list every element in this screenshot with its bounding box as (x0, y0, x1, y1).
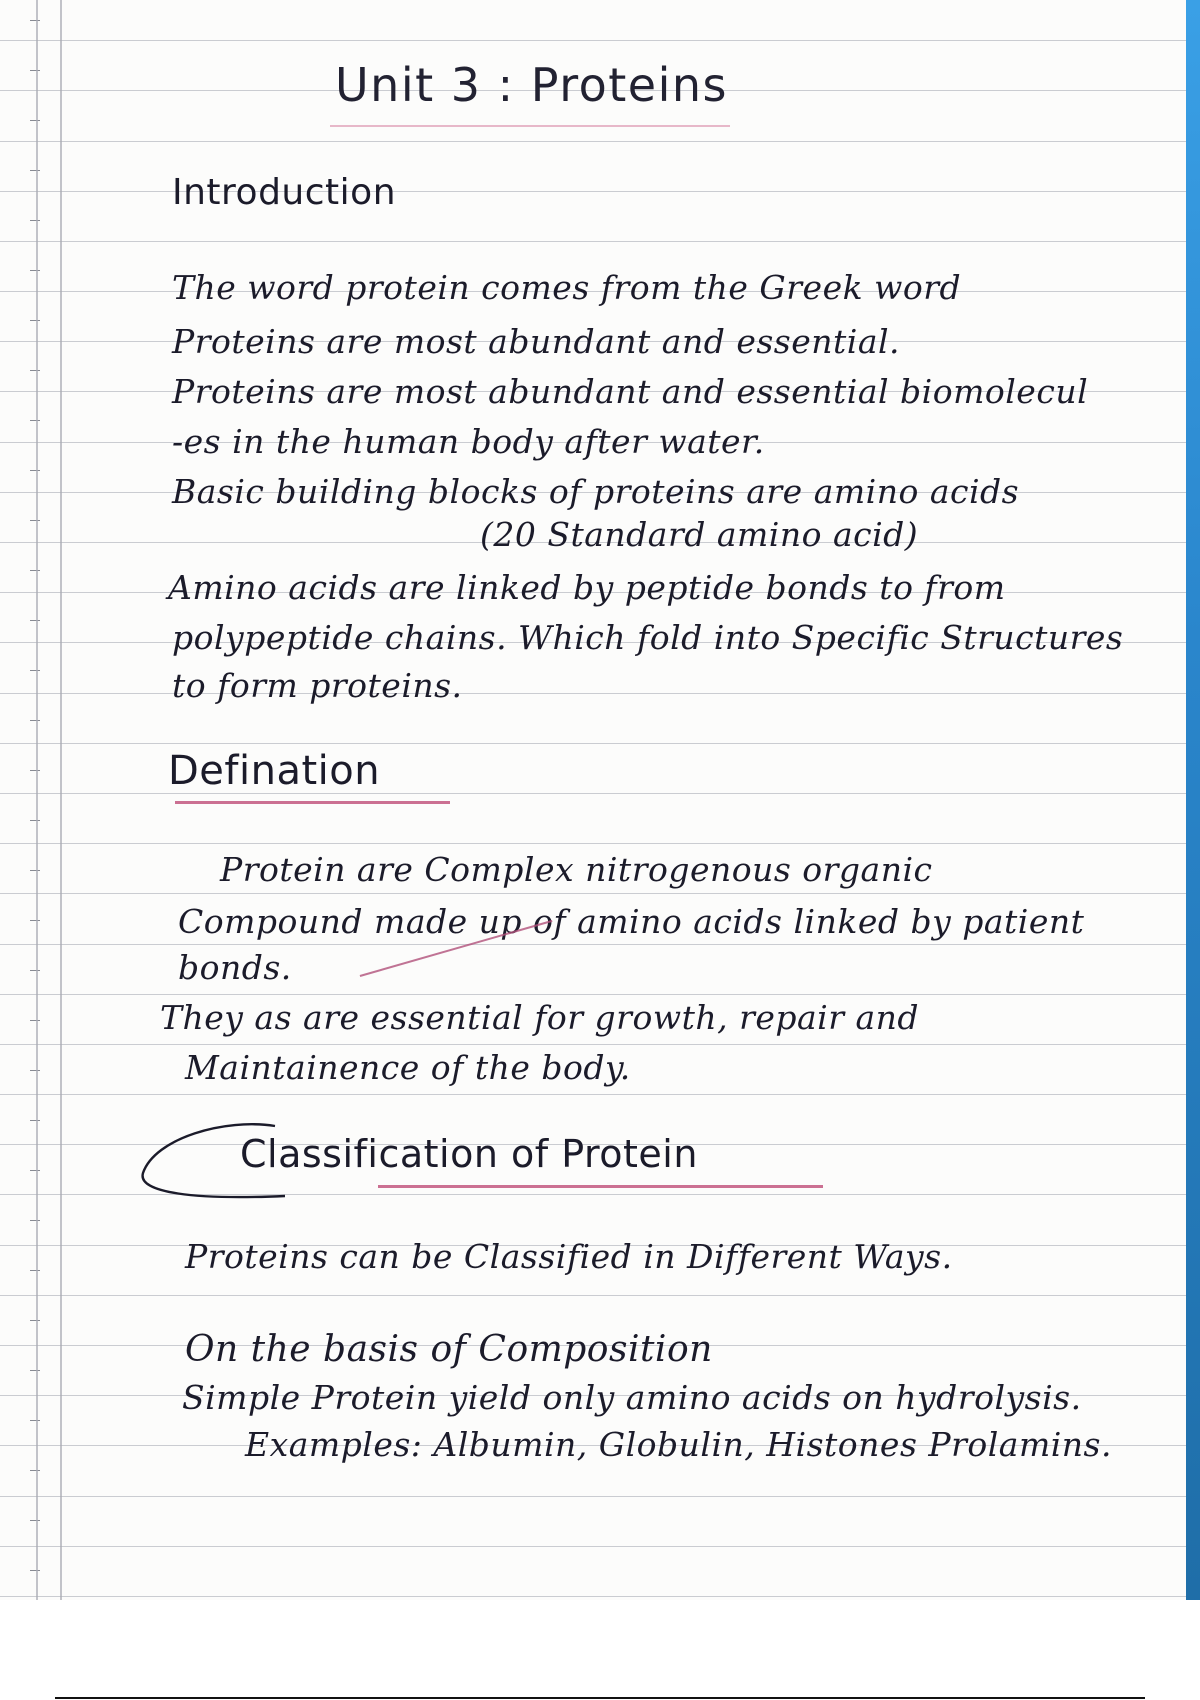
ruled-line (0, 1295, 1200, 1296)
classification-line: Proteins can be Classified in Different Ways. (185, 1237, 953, 1276)
definition-heading: Defination (168, 748, 381, 794)
definition-line: Protein are Complex nitrogenous organic (220, 850, 933, 889)
margin-tick (30, 670, 40, 671)
ruled-line (0, 843, 1200, 844)
margin-tick (30, 170, 40, 171)
margin-tick (30, 270, 40, 271)
margin-tick (30, 320, 40, 321)
margin-tick (30, 1170, 40, 1171)
margin-tick (30, 920, 40, 921)
ruled-line (0, 1496, 1200, 1497)
ruled-line (0, 743, 1200, 744)
title-underline (330, 125, 730, 127)
ruled-line (0, 40, 1200, 41)
margin-tick (30, 970, 40, 971)
intro-line: -es in the human body after water. (172, 422, 765, 461)
margin-tick (30, 1220, 40, 1221)
margin-tick (30, 70, 40, 71)
page-title: Unit 3 : Proteins (335, 58, 728, 112)
ruled-line (0, 944, 1200, 945)
margin-tick (30, 20, 40, 21)
margin-tick (30, 420, 40, 421)
margin-tick (30, 1020, 40, 1021)
ruled-line (0, 893, 1200, 894)
bottom-margin (0, 1600, 1200, 1700)
ruled-line (0, 1044, 1200, 1045)
margin-tick (30, 1520, 40, 1521)
margin-tick (30, 1470, 40, 1471)
margin-tick (30, 220, 40, 221)
margin-tick (30, 570, 40, 571)
margin-tick (30, 470, 40, 471)
definition-line: Maintainence of the body. (185, 1048, 631, 1087)
ruled-line (0, 241, 1200, 242)
intro-line: The word protein comes from the Greek word (172, 268, 962, 307)
letter-c-flourish (135, 1118, 285, 1208)
classification-line: Simple Protein yield only amino acids on hydrolysis. (182, 1378, 1082, 1417)
margin-tick (30, 1120, 40, 1121)
classification-line: Examples: Albumin, Globulin, Histones Prolamins. (245, 1425, 1112, 1464)
margin-tick (30, 1070, 40, 1071)
margin-tick (30, 120, 40, 121)
margin-tick (30, 1570, 40, 1571)
intro-line: Amino acids are linked by peptide bonds to from (168, 568, 1006, 607)
margin-tick (30, 1420, 40, 1421)
classification-underline (378, 1185, 823, 1188)
margin-tick (30, 370, 40, 371)
ruled-line (0, 1596, 1200, 1597)
margin-tick (30, 620, 40, 621)
margin-tick (30, 1270, 40, 1271)
definition-line: They as are essential for growth, repair and (160, 998, 920, 1037)
introduction-heading: Introduction (172, 172, 397, 213)
margin-tick (30, 870, 40, 871)
ruled-line (0, 141, 1200, 142)
intro-line: polypeptide chains. Which fold into Specific Structures (172, 618, 1124, 657)
intro-line: Proteins are most abundant and essential. (172, 322, 901, 361)
ruled-line (0, 994, 1200, 995)
ruled-line (0, 1546, 1200, 1547)
definition-line: Compound made up of amino acids linked by patient (178, 902, 1085, 941)
bottom-divider (55, 1697, 1145, 1699)
margin-tick (30, 1370, 40, 1371)
margin-tick (30, 520, 40, 521)
intro-line: to form proteins. (172, 666, 463, 705)
classification-heading: Classification of Protein (240, 1132, 698, 1176)
margin-tick (30, 720, 40, 721)
definition-line: bonds. (178, 948, 292, 987)
left-margin-line-inner (60, 0, 62, 1600)
left-margin-line (36, 0, 38, 1600)
classification-subheading: On the basis of Composition (185, 1329, 713, 1370)
margin-tick (30, 820, 40, 821)
page-edge (1186, 0, 1200, 1600)
intro-line: Basic building blocks of proteins are amino acids (172, 472, 1020, 511)
ruled-line (0, 1094, 1200, 1095)
intro-line: (20 Standard amino acid) (480, 515, 919, 554)
definition-underline (175, 801, 450, 804)
margin-tick (30, 770, 40, 771)
margin-tick (30, 1320, 40, 1321)
intro-line: Proteins are most abundant and essential biomolecul (172, 372, 1089, 411)
